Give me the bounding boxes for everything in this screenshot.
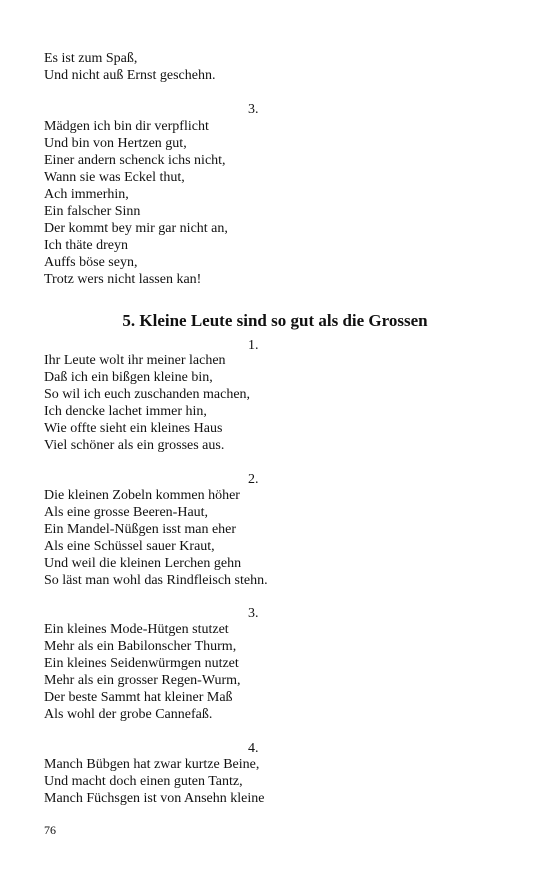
stanza (44, 621, 504, 723)
verse-line: Ach immerhin, (44, 187, 129, 202)
verse-line: Ein kleines Seidenwürmgen nutzet (44, 656, 239, 671)
verse-line: Ihr Leute wolt ihr meiner lachen (44, 353, 226, 368)
stanza (44, 487, 504, 589)
verse-line: Mehr als ein Babilonscher Thurm, (44, 639, 237, 654)
verse-line: Wann sie was Eckel thut, (44, 170, 185, 185)
stanza-number: 3. (248, 606, 259, 621)
page-number: 76 (44, 823, 56, 837)
stanza-number: 1. (248, 338, 259, 353)
verse-line: Es ist zum Spaß, (44, 51, 138, 66)
poem-title: 5. Kleine Leute sind so gut als die Grossen (122, 311, 428, 330)
verse-line: Als eine Schüssel sauer Kraut, (44, 539, 215, 554)
verse-line: Einer andern schenck ichs nicht, (44, 153, 226, 168)
verse-line: Auffs böse seyn, (44, 255, 138, 270)
verse-line: Ein Mandel-Nüßgen isst man eher (44, 522, 237, 537)
verse-line: Der beste Sammt hat kleiner Maß (44, 690, 233, 705)
verse-line: So läst man wohl das Rindfleisch stehn. (44, 573, 268, 588)
verse-line: Ich thäte dreyn (44, 238, 128, 253)
verse-line: So wil ich euch zuschanden machen, (44, 387, 251, 402)
verse-line: Viel schöner als ein grosses aus. (44, 438, 225, 453)
verse-line: Und bin von Hertzen gut, (44, 136, 187, 151)
verse-line: Der kommt bey mir gar nicht an, (44, 221, 228, 236)
verse-line: Die kleinen Zobeln kommen höher (44, 488, 240, 503)
verse-line: Als eine grosse Beeren-Haut, (44, 505, 209, 520)
verse-line: Ein kleines Mode-Hütgen stutzet (44, 622, 229, 637)
verse-line: Mädgen ich bin dir verpflicht (44, 119, 209, 134)
verse-line: Und macht doch einen guten Tantz, (44, 774, 243, 789)
verse-line: Daß ich ein bißgen kleine bin, (44, 370, 213, 385)
verse-line: Manch Füchsgen ist von Ansehn kleine (44, 791, 265, 806)
verse-line: Und nicht auß Ernst geschehn. (44, 68, 216, 83)
stanza-number: 3. (248, 102, 259, 117)
carryover-stanza (44, 50, 504, 84)
verse-line: Ein falscher Sinn (44, 204, 141, 219)
stanza (44, 756, 504, 807)
verse-line: Mehr als ein grosser Regen-Wurm, (44, 673, 241, 688)
verse-line: Und weil die kleinen Lerchen gehn (44, 556, 242, 571)
verse-line: Ich dencke lachet immer hin, (44, 404, 207, 419)
stanza (44, 352, 504, 454)
verse-line: Trotz wers nicht lassen kan! (44, 272, 202, 287)
verse-line: Wie offte sieht ein kleines Haus (44, 421, 223, 436)
stanza-number: 2. (248, 472, 259, 487)
verse-line: Manch Bübgen hat zwar kurtze Beine, (44, 757, 260, 772)
stanza (44, 118, 504, 288)
stanza-number: 4. (248, 741, 259, 756)
verse-line: Als wohl der grobe Cannefaß. (44, 707, 213, 722)
